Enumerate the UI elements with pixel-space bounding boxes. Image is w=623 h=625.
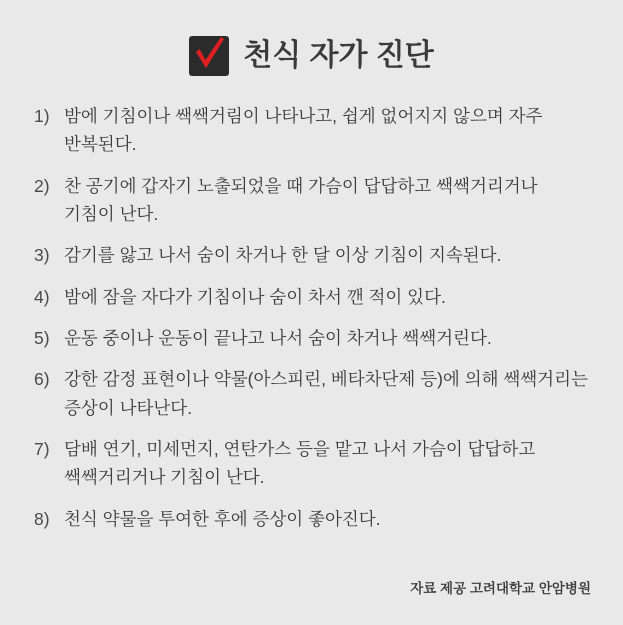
source-credit: 자료 제공 고려대학교 안암병원 — [410, 581, 591, 596]
list-item — [34, 172, 589, 229]
list-item-text: 찬 공기에 갑자기 노출되었을 때 가슴이 답답하고 쌕쌕거리거나 기침이 난다. — [64, 175, 538, 225]
list-item-number: 4) — [34, 286, 50, 307]
list-item-number: 2) — [34, 175, 50, 196]
list-item-text: 밤에 기침이나 쌕쌕거림이 나타나고, 쉽게 없어지지 않으며 자주 반복된다. — [64, 106, 543, 155]
page-title: 천식 자가 진단 — [243, 39, 434, 72]
list-item — [34, 365, 589, 422]
list-item — [34, 102, 589, 159]
list-item — [34, 283, 589, 311]
list-item — [34, 241, 589, 269]
list-item-number: 5) — [34, 328, 50, 349]
list-item — [34, 505, 589, 533]
list-item-number: 3) — [34, 245, 50, 266]
list-item — [34, 435, 589, 492]
list-item-number: 6) — [34, 369, 50, 390]
list-item-text: 감기를 앓고 나서 숨이 차거나 한 달 이상 기침이 지속된다. — [64, 245, 502, 266]
list-item-number: 1) — [34, 106, 50, 126]
list-item-text: 담배 연기, 미세먼지, 연탄가스 등을 맡고 나서 가슴이 답답하고 쌕쌕거리거나 기침이 난다. — [64, 439, 536, 488]
list-item-text: 밤에 잠을 자다가 기침이나 숨이 차서 깬 적이 있다. — [64, 286, 446, 307]
list-item — [34, 324, 589, 352]
list-item-number: 8) — [34, 508, 50, 529]
title-row — [30, 36, 593, 76]
list-item-number: 7) — [34, 439, 50, 460]
list-item-text: 강한 감정 표현이나 약물(아스피린, 베타차단제 등)에 의해 쌕쌕거리는 증상이 나타난다. — [64, 369, 588, 418]
list-item-text: 운동 중이나 운동이 끝나고 나서 숨이 차거나 쌕쌕거린다. — [64, 328, 492, 349]
checkbox-check-icon — [189, 36, 229, 76]
list-item-text: 천식 약물을 투여한 후에 증상이 좋아진다. — [64, 508, 381, 529]
checklist — [30, 102, 593, 533]
